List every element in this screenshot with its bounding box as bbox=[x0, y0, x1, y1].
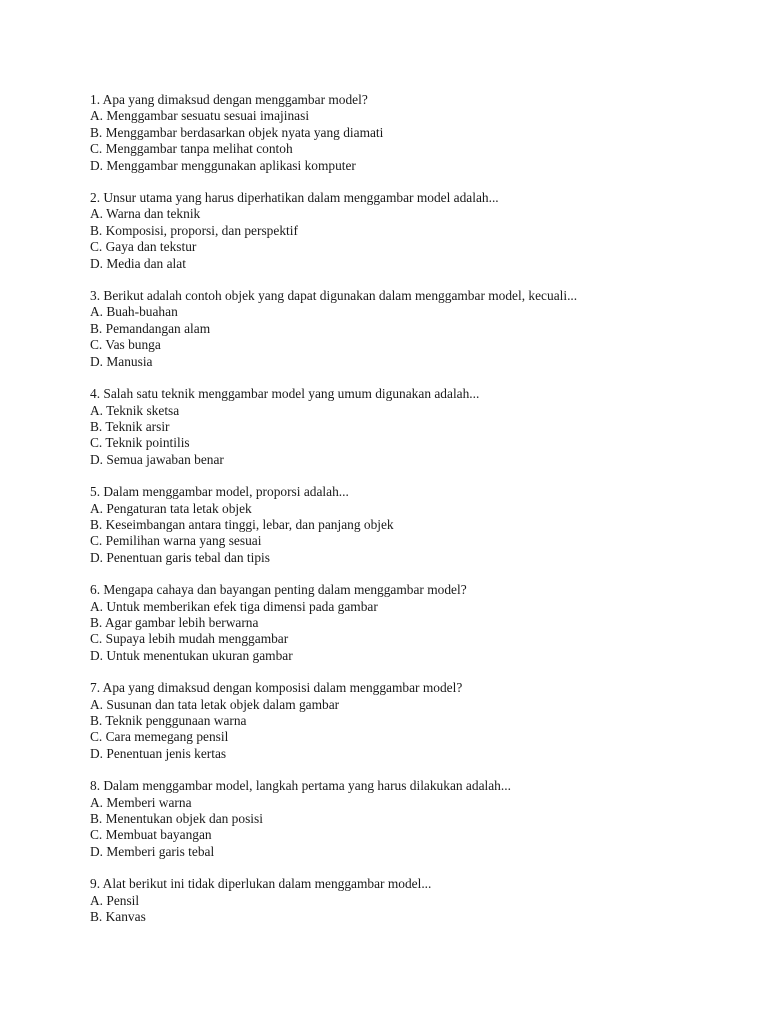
answer-option: D. Penentuan garis tebal dan tipis bbox=[90, 549, 270, 565]
answer-option: A. Untuk memberikan efek tiga dimensi pada gambar bbox=[90, 598, 378, 614]
answer-option: C. Cara memegang pensil bbox=[90, 729, 229, 745]
question-text: 4. Salah satu teknik menggambar model yang umum digunakan adalah... bbox=[90, 386, 480, 402]
question-block bbox=[90, 778, 730, 860]
answer-option: D. Menggambar menggunakan aplikasi komputer bbox=[90, 157, 356, 173]
question-text: 3. Berikut adalah contoh objek yang dapat digunakan dalam menggambar model, kecuali... bbox=[90, 288, 578, 304]
answer-option: A. Pengaturan tata letak objek bbox=[90, 500, 252, 516]
question-block bbox=[90, 876, 730, 925]
answer-option: B. Kanvas bbox=[90, 909, 146, 925]
question-block bbox=[90, 484, 730, 566]
question-block bbox=[90, 92, 730, 174]
answer-option: C. Teknik pointilis bbox=[90, 435, 190, 451]
answer-option: B. Teknik penggunaan warna bbox=[90, 713, 247, 728]
answer-option: C. Pemilihan warna yang sesuai bbox=[90, 533, 262, 549]
answer-option: A. Memberi warna bbox=[90, 794, 192, 810]
answer-option: A. Teknik sketsa bbox=[90, 402, 180, 418]
answer-option: B. Menentukan objek dan posisi bbox=[90, 811, 263, 827]
answer-option: D. Semua jawaban benar bbox=[90, 451, 224, 467]
document-page bbox=[90, 92, 730, 941]
answer-option: C. Gaya dan tekstur bbox=[90, 239, 197, 255]
question-text: 6. Mengapa cahaya dan bayangan penting dalam menggambar model? bbox=[90, 582, 467, 598]
question-block bbox=[90, 288, 730, 370]
answer-option: B. Menggambar berdasarkan objek nyata yang diamati bbox=[90, 124, 384, 140]
answer-option: B. Komposisi, proporsi, dan perspektif bbox=[90, 222, 298, 238]
answer-option: D. Untuk menentukan ukuran gambar bbox=[90, 647, 293, 663]
answer-option: A. Menggambar sesuatu sesuai imajinasi bbox=[90, 108, 310, 124]
answer-option: C. Membuat bayangan bbox=[90, 827, 212, 843]
answer-option: D. Manusia bbox=[90, 353, 153, 369]
answer-option: C. Menggambar tanpa melihat contoh bbox=[90, 141, 293, 157]
question-text: 9. Alat berikut ini tidak diperlukan dalam menggambar model... bbox=[90, 876, 432, 892]
question-block bbox=[90, 386, 730, 468]
question-text: 1. Apa yang dimaksud dengan menggambar model? bbox=[90, 92, 368, 107]
question-block bbox=[90, 680, 730, 762]
answer-option: B. Agar gambar lebih berwarna bbox=[90, 614, 259, 630]
question-block bbox=[90, 190, 730, 272]
answer-option: B. Pemandangan alam bbox=[90, 320, 211, 336]
answer-option: C. Supaya lebih mudah menggambar bbox=[90, 631, 289, 647]
question-block bbox=[90, 582, 730, 664]
question-text: 8. Dalam menggambar model, langkah pertama yang harus dilakukan adalah... bbox=[90, 778, 511, 794]
answer-option: D. Penentuan jenis kertas bbox=[90, 745, 227, 761]
answer-option: C. Vas bunga bbox=[90, 337, 161, 353]
answer-option: A. Buah-buahan bbox=[90, 304, 178, 320]
question-text: 5. Dalam menggambar model, proporsi adalah... bbox=[90, 484, 349, 500]
answer-option: A. Pensil bbox=[90, 892, 140, 908]
question-text: 2. Unsur utama yang harus diperhatikan dalam menggambar model adalah... bbox=[90, 190, 499, 206]
answer-option: A. Susunan dan tata letak objek dalam gambar bbox=[90, 696, 340, 712]
answer-option: D. Media dan alat bbox=[90, 255, 186, 271]
answer-option: B. Teknik arsir bbox=[90, 418, 170, 434]
answer-option: A. Warna dan teknik bbox=[90, 206, 201, 222]
answer-option: B. Keseimbangan antara tinggi, lebar, dan panjang objek bbox=[90, 516, 394, 532]
answer-option: D. Memberi garis tebal bbox=[90, 843, 215, 859]
question-text: 7. Apa yang dimaksud dengan komposisi dalam menggambar model? bbox=[90, 680, 463, 696]
